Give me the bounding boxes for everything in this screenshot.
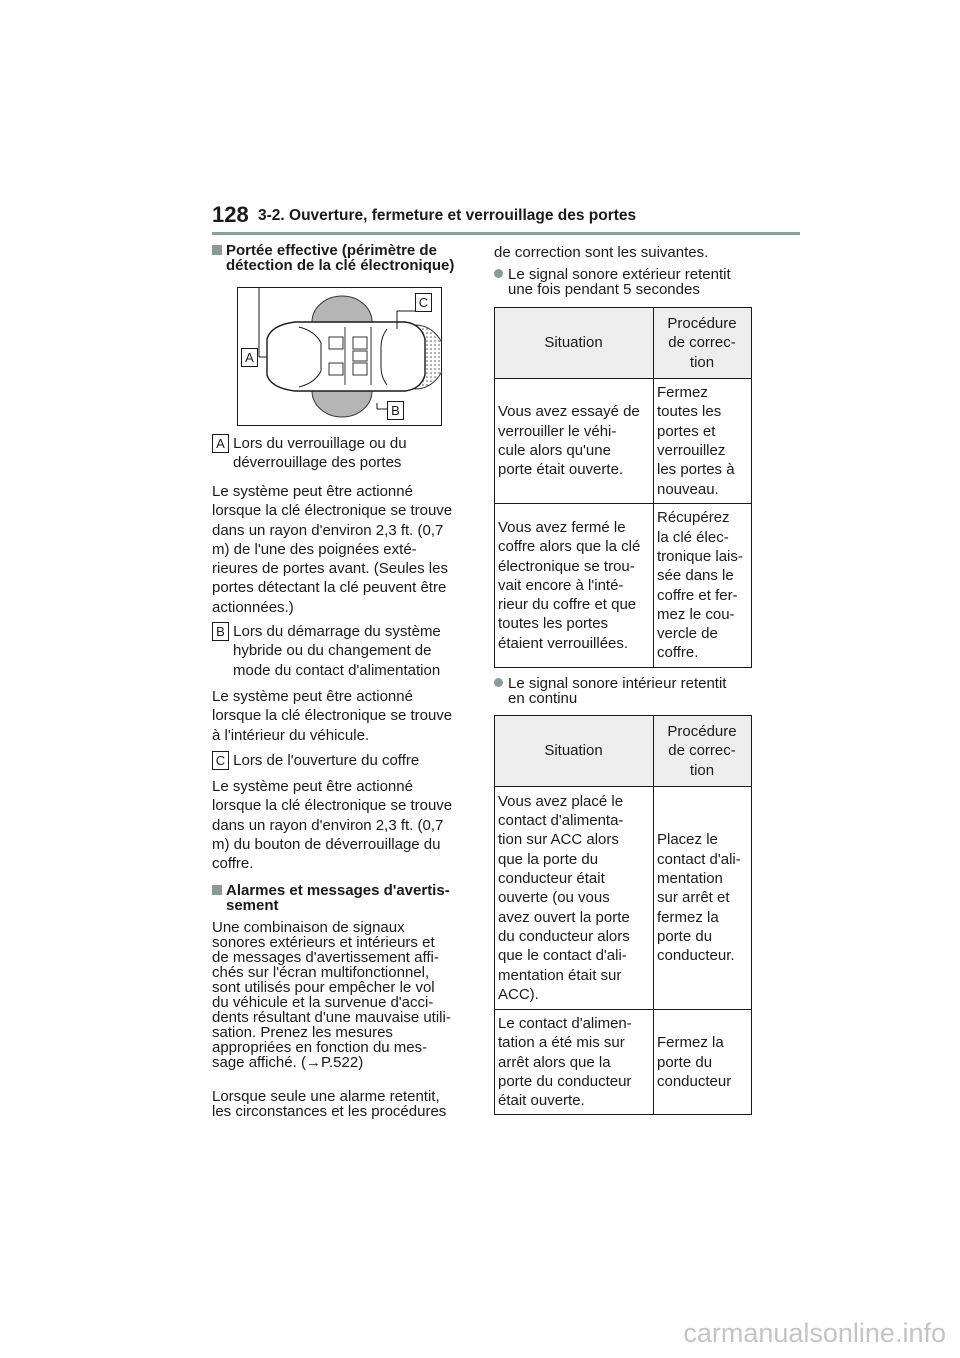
table-row <box>495 379 752 504</box>
procedure-cell: Récupérez la clé élec- tronique lais- sée dans le coffre et fer- mez le cou- vercle de coffre. <box>654 504 752 668</box>
table-row <box>495 1010 752 1115</box>
procedure-cell: Placez le contact d'ali- mentation sur arrêt et fermez la porte du conducteur. <box>654 787 752 1010</box>
section-square-icon <box>212 245 222 255</box>
item-a: A Lors du verrouillage ou du déverrouillage des portes <box>212 434 482 473</box>
bullet-exterior-buzzer: Le signal sonore extérieur retentit une fois pendant 5 secondes <box>494 267 764 297</box>
bullet-interior-buzzer: Le signal sonore intérieur retentit en continu <box>494 676 764 706</box>
section-heading-range: Portée effective (périmètre de détection de la clé électronique) <box>212 243 482 273</box>
paragraph-d: Une combinaison de signaux sonores extérieurs et intérieurs et de messages d'avertissement affi- chés sur l'écran multifonctionnel, sont utilisés pour empêcher le vol du véhicule et la survenue d'acci- dents résultant d'une mauvaise utili- sation. Prenez les mesures appropriées en fonction du mes- sage affiché. (→P.522) <box>212 919 451 1071</box>
procedure-cell: Fermez la porte du conducteur <box>654 1010 752 1115</box>
watermark: carmanualsonline.info <box>683 1318 946 1348</box>
label-c-box: C <box>212 751 229 770</box>
key-range-diagram <box>237 287 442 426</box>
item-c: C Lors de l'ouverture du coffre <box>212 751 482 770</box>
table-header-row <box>495 716 752 787</box>
table-exterior-buzzer <box>494 307 752 668</box>
header-procedure: Procédure de correc- tion <box>654 716 752 787</box>
bullet-dot-icon <box>494 269 503 278</box>
section-square-icon <box>212 885 222 895</box>
bullet-dot-icon <box>494 678 503 687</box>
header-situation: Situation <box>495 308 654 379</box>
table-header-row <box>495 308 752 379</box>
label-b-box: B <box>212 622 229 641</box>
car-top-view-illustration <box>237 287 442 426</box>
table-interior-buzzer <box>494 715 752 1115</box>
diagram-label-a: A <box>241 348 258 367</box>
header-procedure: Procédure de correc- tion <box>654 308 752 379</box>
paragraph-c: Le système peut être actionné lorsque la clé électronique se trouve dans un rayon d'environ 2,3 ft. (0,7 m) du bouton de déverrouillage du coffre. <box>212 778 453 873</box>
situation-cell: Le contact d'alimen- tation a été mis sur arrêt alors que la porte du conducteur était ouverte. <box>495 1010 654 1115</box>
label-a-box: A <box>212 434 229 453</box>
item-b: B Lors du démarrage du système hybride ou du changement de mode du contact d'alimentation <box>212 622 482 680</box>
header-situation: Situation <box>495 716 654 787</box>
paragraph-b: Le système peut être actionné lorsque la clé électronique se trouve à l'intérieur du véhicule. <box>212 688 453 744</box>
header-rule <box>212 232 800 235</box>
page-number: 128 <box>212 202 249 227</box>
table-row <box>495 787 752 1010</box>
paragraph-e: Lorsque seule une alarme retentit, les circonstances et les procédures <box>212 1088 447 1120</box>
chapter-title: 3-2. Ouverture, fermeture et verrouillage des portes <box>258 207 637 224</box>
situation-cell: Vous avez essayé de verrouiller le véhi- cule alors qu'une porte était ouverte. <box>495 379 654 504</box>
table-row <box>495 504 752 668</box>
section-heading-alarms: Alarmes et messages d'avertis- sement <box>212 883 482 913</box>
right-intro: de correction sont les suivantes. <box>494 244 709 261</box>
diagram-label-c: C <box>415 293 432 312</box>
diagram-label-b: B <box>387 401 404 420</box>
situation-cell: Vous avez fermé le coffre alors que la clé électronique se trou- vait encore à l'inté- rieur du coffre et que toutes les portes étaient verrouillées. <box>495 504 654 668</box>
paragraph-a: Le système peut être actionné lorsque la clé électronique se trouve dans un rayon d'environ 2,3 ft. (0,7 m) de l'une des poignées exté- rieures de portes avant. (Seules les portes détectant la clé peuvent être actionnées.) <box>212 483 453 616</box>
situation-cell: Vous avez placé le contact d'alimenta- tion sur ACC alors que la porte du conducteur était ouverte (ou vous avez ouvert la porte du conducteur alors que le contact d'ali- mentation était sur ACC). <box>495 787 654 1010</box>
procedure-cell: Fermez toutes les portes et verrouillez les portes à nouveau. <box>654 379 752 504</box>
